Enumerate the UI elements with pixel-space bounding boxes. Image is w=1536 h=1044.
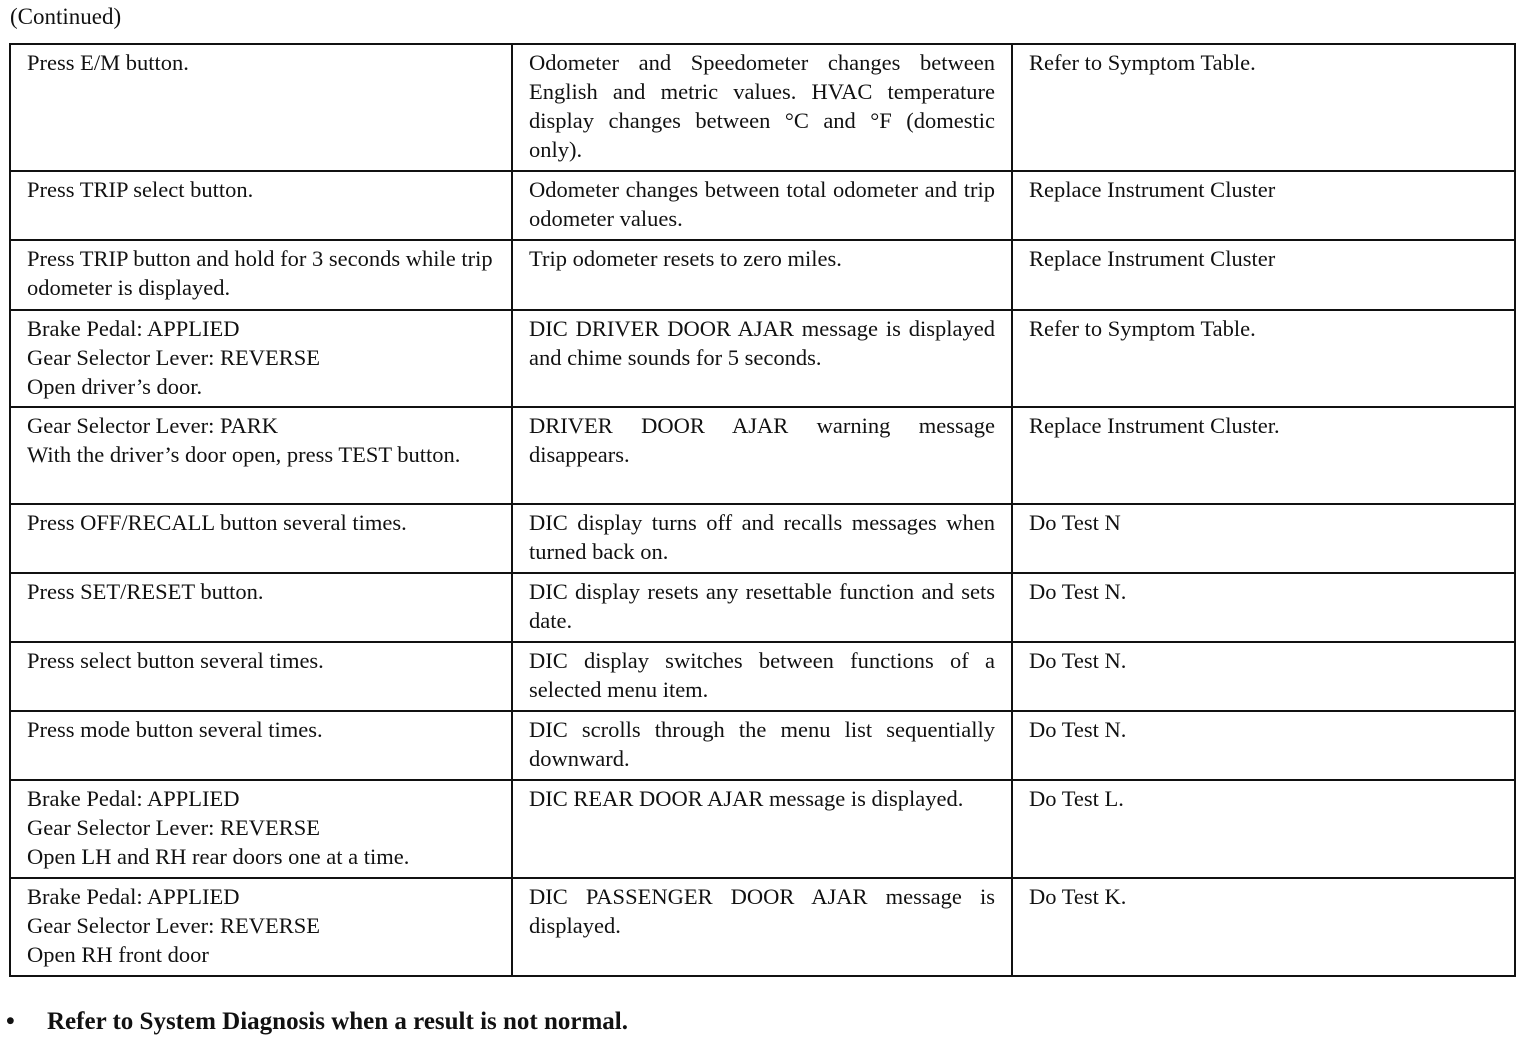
abnormal-result-cell: Do Test N. — [1012, 573, 1515, 642]
abnormal-result-cell: Refer to Symptom Table. — [1012, 310, 1515, 407]
table-row — [10, 711, 1515, 780]
table-row — [10, 240, 1515, 310]
normal-result-cell: DIC DRIVER DOOR AJAR message is displayed and chime sounds for 5 seconds. — [512, 310, 1012, 407]
table-row — [10, 44, 1515, 171]
normal-result-cell: DIC REAR DOOR AJAR message is displayed. — [512, 780, 1012, 878]
table-row — [10, 573, 1515, 642]
action-cell: Press mode button several times. — [10, 711, 512, 780]
action-cell: Brake Pedal: APPLIED Gear Selector Lever: REVERSE Open RH front door — [10, 878, 512, 976]
system-diagnosis-note — [6, 1005, 628, 1039]
action-cell: Press select button several times. — [10, 642, 512, 711]
note-text: Refer to System Diagnosis when a result is not normal. — [47, 1008, 629, 1035]
abnormal-result-cell: Do Test N — [1012, 504, 1515, 573]
table-row — [10, 642, 1515, 711]
abnormal-result-cell: Replace Instrument Cluster. — [1012, 407, 1515, 504]
table-row — [10, 310, 1515, 407]
action-cell: Press SET/RESET button. — [10, 573, 512, 642]
diagnostic-table — [9, 43, 1516, 977]
table-row — [10, 878, 1515, 976]
action-cell: Gear Selector Lever: PARK With the driver’s door open, press TEST button. — [10, 407, 512, 504]
abnormal-result-cell: Refer to Symptom Table. — [1012, 44, 1515, 171]
normal-result-cell: DIC display switches between functions of a selected menu item. — [512, 642, 1012, 711]
bullet-icon: • — [6, 1008, 15, 1035]
action-cell: Press TRIP select button. — [10, 171, 512, 240]
abnormal-result-cell: Do Test N. — [1012, 711, 1515, 780]
table-row — [10, 780, 1515, 878]
table-row — [10, 504, 1515, 573]
normal-result-cell: DIC PASSENGER DOOR AJAR message is displayed. — [512, 878, 1012, 976]
continued-label: (Continued) — [10, 4, 122, 29]
normal-result-cell: Odometer and Speedometer changes between English and metric values. HVAC temperature display changes between °C and °F (domestic only). — [512, 44, 1012, 171]
action-cell: Brake Pedal: APPLIED Gear Selector Lever: REVERSE Open driver’s door. — [10, 310, 512, 407]
action-cell: Press E/M button. — [10, 44, 512, 171]
normal-result-cell: Odometer changes between total odometer and trip odometer values. — [512, 171, 1012, 240]
abnormal-result-cell: Replace Instrument Cluster — [1012, 240, 1515, 310]
abnormal-result-cell: Replace Instrument Cluster — [1012, 171, 1515, 240]
table-row — [10, 407, 1515, 504]
table-row — [10, 171, 1515, 240]
normal-result-cell: Trip odometer resets to zero miles. — [512, 240, 1012, 310]
abnormal-result-cell: Do Test K. — [1012, 878, 1515, 976]
abnormal-result-cell: Do Test L. — [1012, 780, 1515, 878]
action-cell: Press TRIP button and hold for 3 seconds while trip odometer is displayed. — [10, 240, 512, 310]
normal-result-cell: DIC display turns off and recalls messages when turned back on. — [512, 504, 1012, 573]
normal-result-cell: DIC display resets any resettable function and sets date. — [512, 573, 1012, 642]
normal-result-cell: DRIVER DOOR AJAR warning message disappears. — [512, 407, 1012, 504]
action-cell: Brake Pedal: APPLIED Gear Selector Lever: REVERSE Open LH and RH rear doors one at a time. — [10, 780, 512, 878]
action-cell: Press OFF/RECALL button several times. — [10, 504, 512, 573]
abnormal-result-cell: Do Test N. — [1012, 642, 1515, 711]
normal-result-cell: DIC scrolls through the menu list sequentially downward. — [512, 711, 1012, 780]
